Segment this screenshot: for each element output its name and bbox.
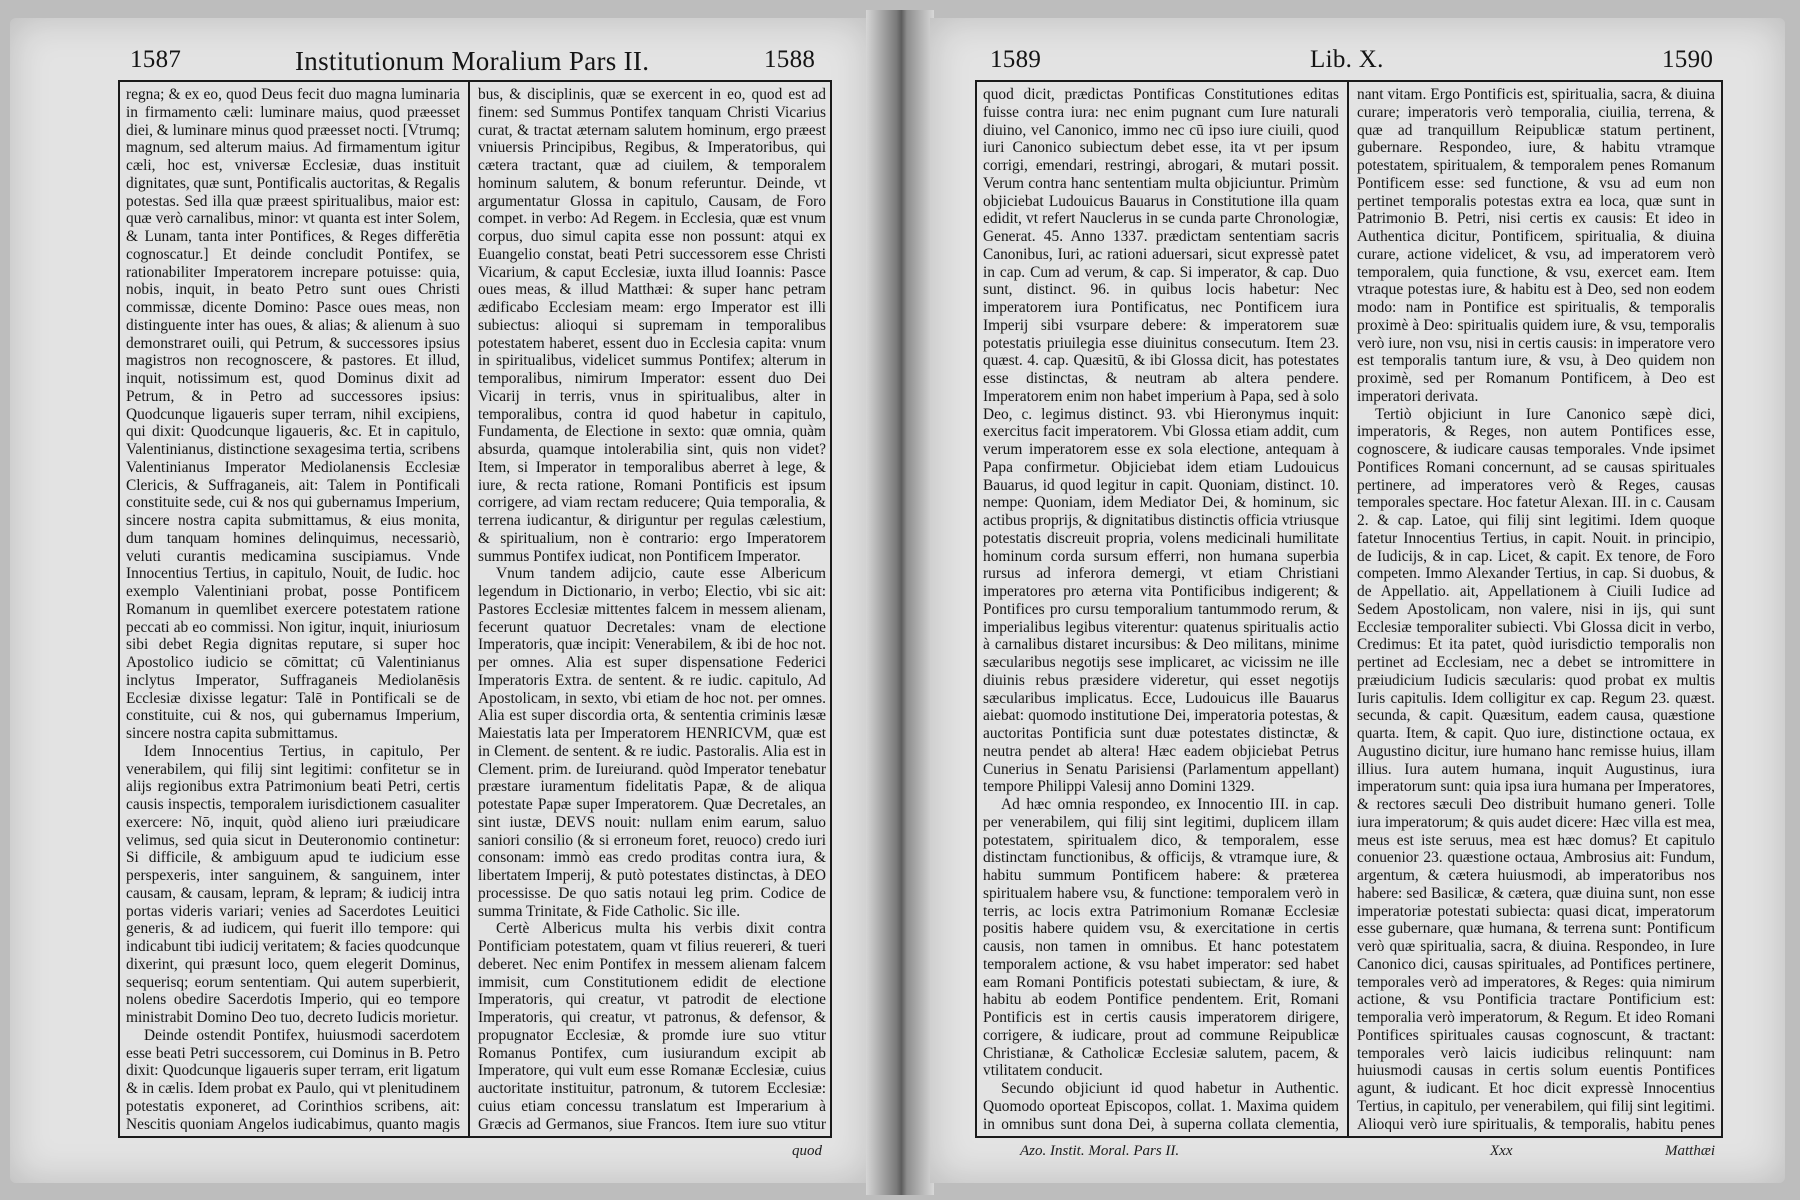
- book-gutter: [866, 10, 934, 1195]
- left-running-head: [10, 46, 870, 80]
- paragraph: Vnum tandem adijcio, caute esse Albericum legendum in Dictionario, in verbo; Electio, vbi sic ait: Pastores Ecclesiæ mittentes falcem in messem alienam, fecerunt quatuor Decretales: vnam de electione Imperatoris, quæ incipit: Venerabilem, & ibi de hoc not. per omnes. Alia est super dispensatione Federici Imperatoris Extra. de sentent. & re iudic. capitulo, Ad Apostolicam, in sexto, vbi etiam de hoc not. per omnes. Alia est super discordia orta, & sententia criminis læsæ Maiestatis lata per Imperatorem HENRICVM, quæ est in Clement. de sentent. & re iudic. Pastoralis. Alia est in Clement. prim. de Iureiurand. quòd Imperator tenebatur præstare iuramentum fidelitatis Papæ, & de aliqua potestate Papæ super Imperatorem. Quæ Decretales, an sint iustæ, DEVS nouit: nullam enim earum, saluo saniori consilio (& si erroneum foret, reuoco) credo iuri consonam: immò eas credo proditas contra iura, & libertatem Imperij, & putò potestates distinctas, à DEO processisse. De quo satis notaui leg prim. Codice de summa Trinitate, & Fide Catholic. Sic ille.: [478, 565, 826, 920]
- paragraph: regna; & ex eo, quod Deus fecit duo magna luminaria in firmamento cæli: luminare maius, quod præesset diei, & luminare minus quod præesset nocti. [Vtrumq; magnum, sed alterum maius. Ad firmamentum igitur cæli, hoc est, vniversæ Ecclesiæ, duas instituit dignitates, quæ sunt, Pontificalis auctoritas, & Regalis potestas. Sed illa quæ præest spiritualibus, maior est: quæ verò carnalibus, minor: vt quanta est inter Solem, & Lunam, tanta inter Pontifices, & Reges differētia cognoscatur.] Et deinde concludit Pontifex, se rationabiliter Imperatorem increpare potuisse: quia, nobis, inquit, in beato Petro sunt oues Christi commissæ, dicente Domino: Pasce oues meas, non distinguente inter has oues, & alias; & alienum à suo demonstraret ouili, qui Petrum, & successores ipsius magistros non recognoscere, & pastores. Et illud, inquit, notissimum est, quod Dominus dixit ad Petrum, & in Petro ad successores ipsius: Quodcunque ligaueris super terram, nihil excipiens, qui dixit: Quodcunque ligaueris, &c. Et in capitulo, Valentinianus, distinctione sexagesima tertia, scribens Valentinianus Imperator Mediolanensis Ecclesiæ Clericis, & Suffraganeis, ait: Talem in Pontificali constituite sede, cui & nos qui gubernamus Imperium, sincere nostra capita submittamus, & eius monita, dum tanquam homines delinquimus, necessariò, veluti curantis medicamina suscipiamus. Vnde Innocentius Tertius, in capitulo, Nouit, de Iudic. hoc exemplo Valentiniani probat, posse Pontificem Romanum in quemlibet exercere potestatem ratione peccati ab eo commissi. Non igitur, inquit, iniuriosum sibi debet Regia dignitas reputare, si super hoc Apostolico iudicio se cōmittat; cū Valentinianus inclytus Imperator, Suffraganeis Mediolanēsis Ecclesiæ dixisse legatur: Talē in Pontificali se de constituite, cui & nos, qui gubernamus Imperium, sincere nostra capita submittamus.: [126, 86, 460, 742]
- paragraph: Deinde ostendit Pontifex, huiusmodi sacerdotem esse beati Petri successorem, cui Dominus in B. Petro dixit: Quodcunque ligaueris super terram, erit ligatum & in cælis. Idem probat ex Paulo, qui vt plenitudinem potestatis exponeret, ad Corinthios scribens, ait: Nescitis quoniam Angelos iudicabimus, quanto magis: [126, 1026, 460, 1132]
- right-page: [930, 18, 1785, 1183]
- left-text-frame: [118, 80, 832, 1138]
- running-title: Lib. X.: [1310, 46, 1384, 73]
- page-number-1590: 1590: [1662, 46, 1714, 73]
- left-column-1: [126, 86, 460, 1132]
- column-divider: [468, 82, 470, 1136]
- paragraph: nant vitam. Ergo Pontificis est, spiritualia, sacra, & diuina curare; imperatoris verò temporalia, ciuilia, terrena, & quæ ad tranquillum Reipublicæ statum pertinent, gubernare. Respondeo, iure, & habitu vtramque potestatem, spiritualem, & temporalem penes Romanum Pontificem esse: sed functione, & vsu ad eum non pertinet temporalis potestas extra ea loca, quæ sunt in Patrimonio B. Petri, nisi certis ex causis: Et ideo in Authentica dicitur, Pontificem, spiritualia, & diuina curare, actione videlicet, & vsu, ad imperatorem verò temporalem, quia functione, & vsu, exercet eam. Item vtraque potestas iure, & habitu est à Deo, sed non eodem modo: nam in Pontifice est spiritualis, & temporalis proximè à Deo: spiritualis quidem iure, & vsu, temporalis verò iure, non vsu, nisi in certis causis: in imperatore vero est temporalis tantum iure, & vsu, à Deo quidem non proximè, sed per Romanum Pontificem, à Deo est imperatori derivata.: [1357, 86, 1715, 405]
- running-title: Institutionum Moralium Pars II.: [295, 46, 650, 76]
- paragraph: Tertiò objiciunt in Iure Canonico sæpè dici, imperatoris, & Reges, non autem Pontifices esse, cognoscere, & iudicare causas temporales. Vnde ipsimet Pontifices Romani concernunt, ad se causas spirituales pertinere, ad imperatores verò & Reges, causas temporales spectare. Hoc fatetur Alexan. III. in c. Causam 2. & cap. Latoe, qui filij sint legitimi. Idem quoque fatetur Innocentius Tertius, in capit. Nouit. in principio, de Iudicijs, & in cap. Licet, & capit. Ex tenore, de Foro competen. Immo Alexander Tertius, in cap. Si duobus, & de Appellatio. ait, Appellationem à Ciuili Iudice ad Sedem Apostolicam, non valere, nisi in ijs, qui sunt Ecclesiæ temporaliter subiecti. Vbi Glossa dicit in verbo, Credimus: Et ita patet, quòd iurisdictio temporalis non pertinet ad Ecclesiam, nec a debet se intromittere in præiudicium Iudicis sæcularis: quod probat ex multis Iuris capitulis. Idem colligitur ex cap. Regum 23. quæst. secunda, & capit. Quæsitum, eadem causa, quæstione quarta. Item, & capit. Quo iure, distinctione octaua, ex Augustino dicitur, iure humano hanc remisse huius, illam illius. Iura autem humana, inquit Augustinus, iura imperatorum sunt: quia ipsa iura humana per Imperatores, & rectores sæculi Deo distribuit humano generi. Tolle iura imperatorum; & quis audet dicere: Hæc villa est mea, meus est iste seruus, mea est hæc domus? Et capitulo conuenior 23. quæstione octaua, Ambrosius ait: Fundum, argentum, & cætera huiusmodi, ab imperatoribus nos habere: sed Basilicæ, & cætera, quæ diuina sunt, non esse imperatoriæ potestati subiecta: quasi dicat, imperatorum esse gubernare, quæ humana, & terrena sunt: Pontificum verò quæ spiritualia, sacra, & diuina. Respondeo, in Iure Canonico dici, causas spirituales, ad Pontifices pertinere, temporales verò ad imperatores, & Reges: quia nimirum actione, & vsu Pontificia tractare Pontificium est: temporalia verò imperatorum, & Regum. Et ideo Romani Pontifices spirituales causas cognoscunt, & tractant: temporales verò laicis iudicibus relinquunt: nam huiusmodi causas in certis solum euentis Pontifices agunt, & iudicant. Et hoc dicit expressè Innocentius Tertius, in capitulo, per venerabilem, qui filij sint legitimi. Alioqui verò iure spiritualis, & temporalis, habitu penes: [1357, 405, 1715, 1132]
- catchword: Matthæi: [1664, 1143, 1715, 1159]
- page-number-1588: 1588: [764, 46, 816, 73]
- gathering-mark: Xxx: [1490, 1143, 1513, 1159]
- catchword: quod: [792, 1143, 822, 1159]
- column-divider: [1347, 82, 1349, 1136]
- paragraph: Idem Innocentius Tertius, in capitulo, Per venerabilem, qui filij sint legitimi: confitetur se in alijs regionibus extra Patrimonium beati Petri, certis causis inspectis, temporalem iurisdictionem casualiter exercere: Nō, inquit, quòd alieno iuri præiudicare velimus, sed quia sicut in Deuteronomio continetur: Si difficile, & ambiguum apud te iudicium esse perspexeris, inter sanguinem, & sanguinem, inter causam, & causam, lepram, & lepram; & iudicij intra portas videris variari; venies ad Sacerdotes Leuitici generis, & ad iudicem, qui fuerit illo tempore: qui indicabunt tibi iudicij veritatem; & facies quodcunque dixerint, qui præsunt loco, quem elegerit Dominus, sequerisq; eorum sententiam. Qui autem superbierit, nolens obedire Sacerdotis Imperio, qui eo tempore ministrabit Domino Deo tuo, decreto Iudicis morietur.: [126, 742, 460, 1026]
- paragraph: quod dicit, prædictas Pontificas Constitutiones editas fuisse contra iura: nec enim pugnant cum Iure naturali diuino, vel Canonico, immo nec cū ipso iure ciuili, quod iuri Canonico subiectum debet esse, ita vt per ipsum corrigi, emendari, restringi, abrogari, & mutari possit. Verum contra hanc sententiam multa objiciuntur. Primùm objiciebat Ludouicus Bauarus in Constitutione illa quam edidit, vt refert Nauclerus in se cunda parte Chronologiæ, Generat. 45. Anno 1337. prædictam sententiam sacris Canonibus, Iuri, ac rationi aduersari, sicut expressè patet in cap. Cum ad verum, & cap. Si imperator, & cap. Duo sunt, distinct. 96. in quibus locis habetur: Nec imperatorem iura Pontificatus, nec Pontificem iura Imperij sibi vsurpare debere: & imperatorem suæ potestatis priuilegia esse diuinitus consecutum. Item 23. quæst. 4. cap. Quæsitū, & ibi Glossa dicit, has potestates esse distinctas, & neutram ab altera pendere. Imperatorem enim non habet imperium à Papa, sed à solo Deo, c. legimus distinct. 93. vbi Hieronymus inquit: exercitus facit imperatorem. Vbi Glossa etiam addit, cum verum imperatorem esse ex sola electione, antequam à Papa confirmetur. Objiciebat idem etiam Ludouicus Bauarus, id quod legitur in capit. Quoniam, distinct. 10. nempe: Quoniam, idem Mediator Dei, & hominum, sic actibus proprijs, & dignitatibus distinctis officia vtriusque potestatis discreuit propria, volens medicinali humilitate hominum corda sursum efferri, non humana superbia rursus ad inferora demergi, vt etiam Christiani imperatores pro æterna vita Pontificibus indigerent; & Pontifices pro cursu temporalium tantummodo rerum, & imperialibus legibus viterentur: quatenus spiritualis actio à carnalibus distaret incursibus: & Deo militans, minime sæcularibus negotijs sese implicaret, ac vicissim ne ille diuinis rebus præsidere videretur, qui esset negotijs sæcularibus implicatus. Ecce, Ludouicus ille Bauarus aiebat: quomodo institutione Dei, imperatoria potestas, & auctoritas Pontificia sunt duæ potestates distinctæ, & neutra pendet ab altera! Hæc eadem objiciebat Petrus Cunerius in Senatu Parisiensi (Parlamentum appellant) tempore Philippi Valesij anno Domini 1329.: [983, 86, 1339, 796]
- paragraph: Certè Albericus multa his verbis dixit contra Pontificiam potestatem, quam vt filius reuereri, & tueri deberet. Nec enim Pontifex in messem alienam falcem immisit, cum Constitutionem edidit de electione Imperatoris, qui creatur, vt patrodit de electione Imperatoris, qui creatur, vt patronus, & defensor, & propugnator Ecclesiæ, & promde iure suo vtitur Romanus Pontifex, cum iusiurandum excipit ab Imperatore, qui vult eum esse Romanæ Ecclesiæ, cuius auctoritate instituitur, patronum, & tutorem Ecclesiæ: cuius etiam concessu translatum est Imperarium à Græcis ad Germanos, siue Francos. Item iure suo vtitur: [478, 920, 826, 1132]
- paragraph: Secundo objiciunt id quod habetur in Authentic. Quomodo oporteat Episcopos, collat. 1. Maxima quidem in omnibus sunt dona Dei, à superna collata clementia,: [983, 1080, 1339, 1132]
- right-running-head: [930, 46, 1785, 80]
- paragraph: Ad hæc omnia respondeo, ex Innocentio III. in cap. per venerabilem, qui filij sint legitimi, duplicem illam potestatem, spiritualem dico, & temporalem, esse distinctam functionibus, & officijs, & vtramque iure, & habitu summum Pontificem habere: & præterea spiritualem habere vsu, & functione: temporalem verò in terris, ac locis extra Patrimonium Romanæ Ecclesiæ positis habere quidem vsu, & exercitatione in certis causis, non tamen in omnibus. Et hanc potestatem temporalem actione, & vsu habet imperator: sed habet eam Romani Pontificis potestati subiectam, & iure, & habitu ab eodem Pontifice pendentem. Erit, Romani Pontificis est in certis causis imperatorem dirigere, corrigere, & iudicare, prout ad commune Reipublicæ Christianæ, & Catholicæ Ecclesiæ salutem, pacem, & vtilitatem conducit.: [983, 796, 1339, 1080]
- left-page: [10, 18, 870, 1183]
- page-number-1589: 1589: [990, 46, 1042, 73]
- right-column-1: [983, 86, 1339, 1132]
- right-text-frame: [975, 80, 1723, 1138]
- paragraph: bus, & disciplinis, quæ se exercent in eo, quod est ad finem: sed Summus Pontifex tanquam Christi Vicarius curat, & tractat æternam salutem hominum, ergo præest vniuersis Principibus, Regibus, & Imperatoribus, qui cætera tractant, quæ ad ciuilem, & temporalem hominum salutem, & bonum referuntur. Deinde, vt argumentatur Glossa in capitulo, Causam, de Foro compet. in verbo: Ad Regem. in Ecclesia, quæ est vnum corpus, duo simul capita esse non possunt: atqui ex Euangelio constat, beati Petri successorem esse Christi Vicarium, & caput Ecclesiæ, iuxta illud Ioannis: Pasce oues meas, & illud Matthæi: & super hanc petram ædificabo Ecclesiam meam: ergo Imperator est illi subiectus: alioqui si supremam in temporalibus potestatem haberet, essent duo in Ecclesia capita: vnum in spiritualibus, videlicet summus Pontifex; alterum in temporalibus, nimirum Imperator: essent duo Dei Vicarij in terris, vnus in spiritualibus, alter in temporalibus, contra id quod habetur in capitulo, Fundamenta, de Electione in sexto: quæ omnia, quàm absurda, quamque intolerabilia sint, quis non videt? Item, si Imperator in temporalibus aberret à lege, & iure, & recta ratione, Romani Pontificis est ipsum corrigere, ad viam rectam reducere; Quia temporalia, & terrena iudicantur, & diriguntur per regulas cælestium, & spiritualium, non è contrario: ergo Imperatorem summus Pontifex iudicat, non Pontificem Imperator.: [478, 86, 826, 565]
- right-column-2: [1357, 86, 1715, 1132]
- left-column-2: [478, 86, 826, 1132]
- signature-line: Azo. Instit. Moral. Pars II.: [1020, 1143, 1180, 1159]
- page-number-1587: 1587: [130, 46, 182, 73]
